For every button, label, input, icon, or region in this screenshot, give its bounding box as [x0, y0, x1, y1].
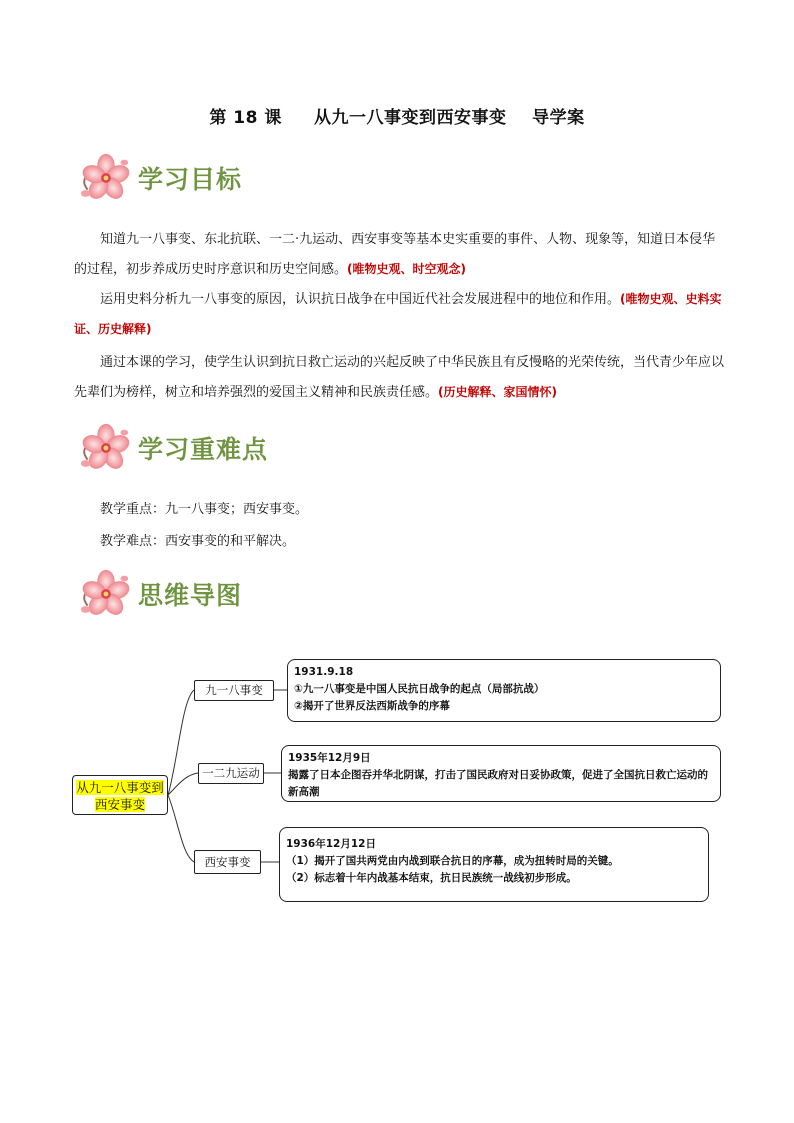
goal-paragraph-1: 知道九一八事变、东北抗联、一二·九运动、西安事变等基本史实重要的事件、人物、现象等，知道日本侵华的过程，初步养成历史时序意识和历史空间感。(唯物史观、时空观念): [74, 232, 716, 277]
mindmap-detail-box: [281, 745, 721, 802]
detail-line: ②揭开了世界反法西斯战争的序幕: [294, 700, 450, 712]
teaching-focus: 教学重点：九一八事变；西安事变。: [100, 502, 309, 517]
mindmap-detail-box: [279, 827, 709, 902]
mindmap-detail-box: [287, 659, 721, 722]
connector-root-branch-2: [168, 773, 198, 795]
mindmap-branch-node: 一二九运动: [198, 763, 264, 784]
detail-date: 1936年12月12日: [286, 838, 376, 850]
connector-root-branch-3: [168, 795, 194, 862]
teaching-difficulty: 教学难点：西安事变的和平解决。: [100, 534, 296, 549]
section-heading-mind-map: 思维导图: [138, 581, 243, 610]
plum-blossom-icon: [76, 150, 134, 206]
plum-blossom-icon: [76, 420, 134, 476]
page-title: 第 18 课 从九一八事变到西安事变 导学案: [209, 108, 585, 128]
detail-date: 1935年12月9日: [288, 752, 371, 764]
mindmap-branch-node: 九一八事变: [194, 680, 274, 701]
detail-line: ①九一八事变是中国人民抗日战争的起点（局部抗战）: [294, 683, 545, 695]
section-heading-key-points: 学习重难点: [138, 435, 269, 464]
goal-paragraph-2: 运用史料分析九一八事变的原因，认识抗日战争在中国近代社会发展进程中的地位和作用。(唯物史观、史料实证、历史解释): [74, 292, 722, 336]
detail-line: （2）标志着十年内战基本结束，抗日民族统一战线初步形成。: [286, 872, 577, 884]
plum-blossom-icon: [76, 566, 134, 622]
mindmap-root-node: 从九一八事变到 西安事变: [72, 775, 168, 815]
detail-line: 揭露了日本企图吞并华北阴谋，打击了国民政府对日妥协政策，促进了全国抗日救亡运动的新高潮: [288, 769, 708, 798]
goal-paragraph-3: 通过本课的学习，使学生认识到抗日救亡运动的兴起反映了中华民族且有反慢略的光荣传统，当代青少年应以先辈们为榜样，树立和培养强烈的爱国主义精神和民族责任感。(历史解释、家国情怀): [74, 355, 725, 400]
detail-date: 1931.9.18: [294, 666, 354, 678]
detail-line: （1）揭开了国共两党由内战到联合抗日的序幕，成为扭转时局的关键。: [286, 855, 619, 867]
connector-root-branch-1: [168, 690, 194, 795]
section-heading-goals: 学习目标: [138, 165, 243, 194]
mindmap-branch-node: 西安事变: [194, 850, 261, 874]
